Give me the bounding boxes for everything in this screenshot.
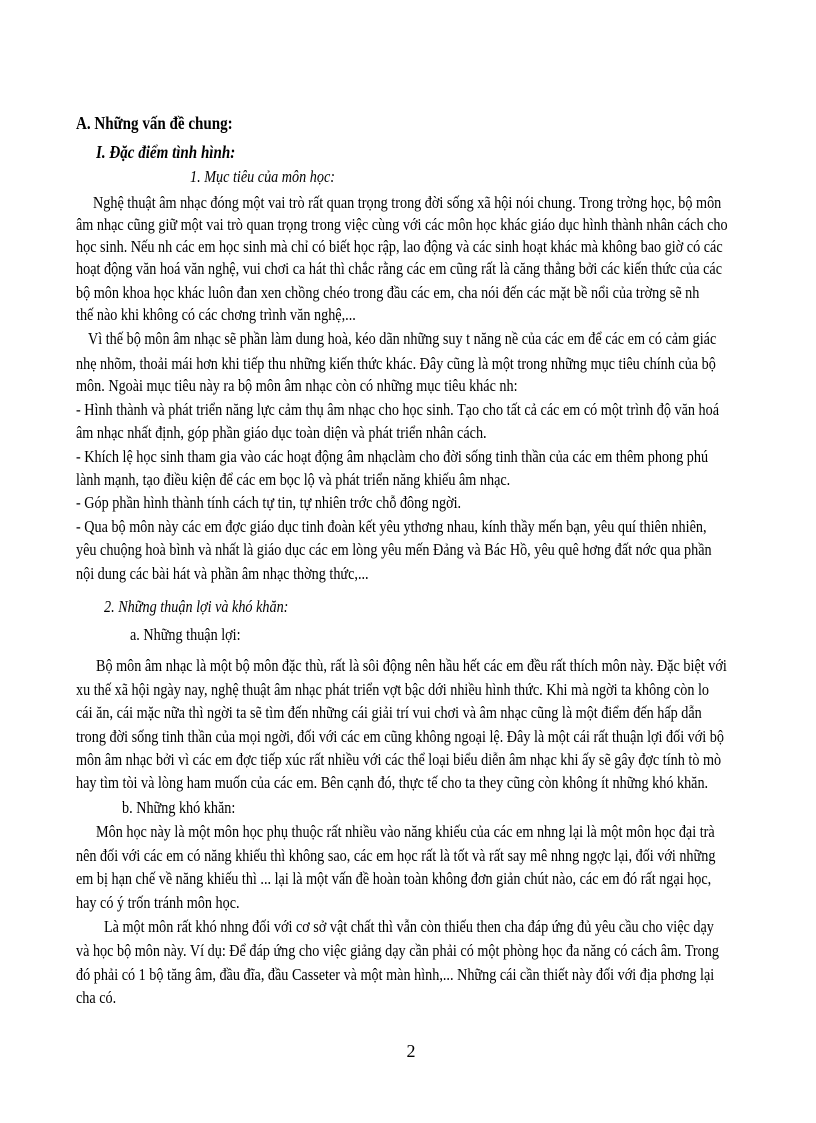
text-line: - Hình thành và phát triển năng lực cảm thụ âm nhạc cho học sinh. Tạo cho tất cả các em có một trình độ văn hoá [76,400,720,419]
heading-a-sub: a. Những thuận lợi: [130,625,241,644]
text-line: cha có. [76,988,117,1007]
text-line: Vì thế bộ môn âm nhạc sẽ phần làm dung hoà, kéo dãn những suy t năng nề của các em để các em có cảm giác [88,329,717,348]
text-line: cái ăn, cái mặc nữa thì ngời ta sẽ tìm đến những cái giải trí vui chơi và âm nhạc cũng là một điểm đến hấp dẫn [76,703,702,722]
heading-b-sub: b. Những khó khăn: [122,798,236,817]
text-line: nội dung các bài hát và phần âm nhạc thờng thức,... [76,564,369,583]
text-line: em bị hạn chế về năng khiếu thì ... lại là một vấn đề hoàn toàn không đơn giản chút nào, các em đó rất ngại học, [76,869,712,888]
text-line: nhẹ nhõm, thoải mái hơn khi tiếp thu những kiến thức khác. Đây cũng là một trong những mục tiêu chính của bộ [76,354,716,373]
text-line: lành mạnh, tạo điều kiện để các em bọc lộ và phát triển năng khiếu âm nhạc. [76,470,511,489]
page-number: 2 [406,1041,416,1061]
text-line: bộ môn khoa học khác luôn đan xen chồng chéo trong đầu các em, cha nói đến các mặt bề nổi của trờng sẽ nh [76,283,700,302]
text-line: âm nhạc cũng giữ một vai trò quan trọng trong việc cùng với các môn học khác giáo dục hình thành nhân cách cho [76,215,728,234]
text-line: xu thế xã hội ngày nay, nghệ thuật âm nhạc phát triển vợt bậc dới nhiều hình thức. Khi mà ngời ta không còn lo [76,680,710,699]
text-line: thế nào khi không có các chơng trình văn nghệ,... [76,305,356,324]
text-line: Môn học này là một môn học phụ thuộc rất nhiều vào năng khiếu của các em nhng lại là một môn học đại trà [96,822,715,841]
text-line: Bộ môn âm nhạc là một bộ môn đặc thù, rất là sôi động nên hầu hết các em đều rất thích môn này. Đặc biệt với [96,656,727,675]
text-line: môn âm nhạc bởi vì các em đợc tiếp xúc rất nhiều với các thể loại biểu diễn âm nhạc khi ấy sẽ gây đợc tính tò mò [76,750,722,769]
heading-a: A. Những vấn đề chung: [76,113,233,133]
text-line: đó phải có 1 bộ tăng âm, đầu đĩa, đầu Casseter và một màn hình,... Những cái cần thiết này đối với địa phơng lại [76,965,715,984]
heading-1-2: 2. Những thuận lợi và khó khăn: [104,597,289,616]
text-line: Nghệ thuật âm nhạc đóng một vai trò rất quan trọng trong đời sống xã hội nói chung. Trong trờng học, bộ môn [93,193,722,212]
heading-1-1: 1. Mục tiêu của môn học: [190,167,336,186]
text-line: - Qua bộ môn này các em đợc giáo dục tinh đoàn kết yêu ythơng nhau, kính thầy mến bạn, yêu quí thiên nhiên, [76,517,707,536]
text-line: Là một môn rất khó nhng đối với cơ sở vật chất thì vẫn còn thiếu then cha đáp ứng đủ yêu cầu cho việc dạy [104,917,714,936]
text-line: học sinh. Nếu nh các em học sinh mà chỉ có biết học rập, lao động và các sinh hoạt khác mà không bao giờ có các [76,237,723,256]
text-line: trong đời sống tinh thần của mọi ngời, đối với các em cũng không ngoại lệ. Đây là một cái rất thuận lợi đối với bộ [76,727,724,746]
text-line: - Góp phần hình thành tính cách tự tin, tự nhiên trớc chỗ đông ngời. [76,493,462,512]
text-line: hay có ý trốn tránh môn học. [76,893,240,912]
text-line: và học bộ môn này. Ví dụ: Để đáp ứng cho việc giảng dạy cần phải có một phòng học đa năng có cách âm. Trong [76,941,719,960]
text-line: nên đối với các em có năng khiếu thì không sao, các em học rất là tốt và rất say mê nhng ngợc lại, đối với những [76,846,716,865]
text-line: âm nhạc nhất định, góp phần giáo dục toàn diện và phát triển nhân cách. [76,423,487,442]
text-line: môn. Ngoài mục tiêu này ra bộ môn âm nhạc còn có những mục tiêu khác nh: [76,376,518,395]
text-line: hay tìm tòi và lòng ham muốn của các em. Bên cạnh đó, thực tế cho ta they cũng còn không ít những khó khăn. [76,773,709,792]
text-line: - Khích lệ học sinh tham gia vào các hoạt động âm nhạclàm cho đời sống tinh thần của các em thêm phong phú [76,447,709,466]
heading-1: I. Đặc điểm tình hình: [96,142,236,162]
text-line: hoạt động văn hoá văn nghệ, vui chơi ca hát thì chắc rằng các em cũng rất là căng thẳng bởi các kiến thức của các [76,259,722,278]
text-line: yêu chuộng hoà bình và nhất là giáo dục các em lòng yêu mến Đảng và Bác Hồ, yêu quê hơng đất nớc qua phần [76,540,712,559]
